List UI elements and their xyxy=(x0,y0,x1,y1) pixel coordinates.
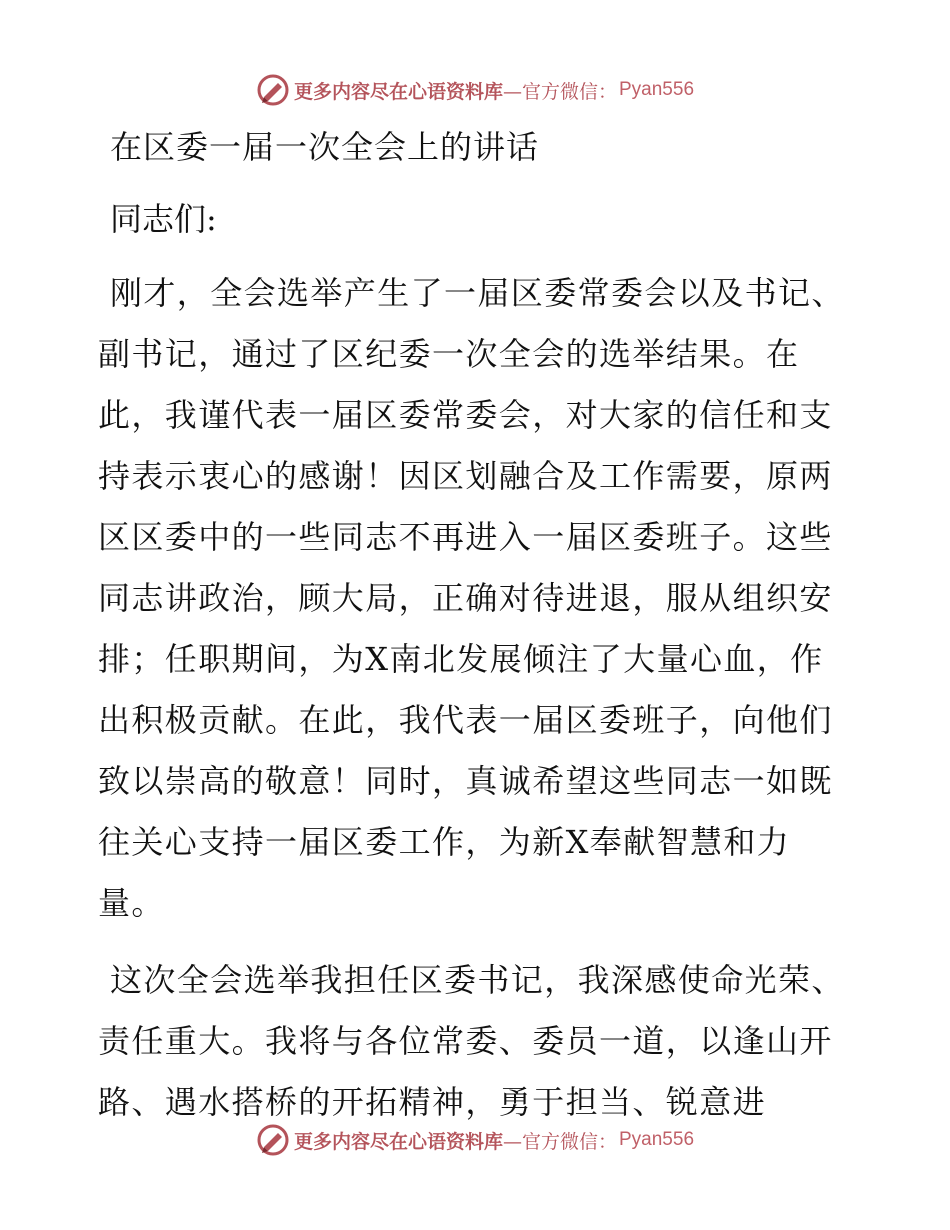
pen-logo-icon xyxy=(256,1123,290,1157)
paragraph-2: 这次全会选举我担任区委书记，我深感使命光荣、责任重大。我将与各位常委、委员一道，以逢山开路、遇水搭桥的开拓精神，勇于担当、锐意进 xyxy=(98,961,845,1121)
header-wechat-id: Pyan556 xyxy=(619,79,695,100)
footer-wechat-label: —官方微信： xyxy=(502,1130,617,1153)
pen-logo-icon xyxy=(256,73,290,107)
document-title: 在区委一届一次全会上的讲话 xyxy=(110,128,540,166)
greeting: 同志们: xyxy=(110,200,217,238)
footer-wechat-id: Pyan556 xyxy=(619,1129,695,1150)
footer-banner xyxy=(0,1120,950,1160)
document-body xyxy=(98,115,848,1133)
header-brand: 更多内容尽在心语资料库 xyxy=(293,80,503,103)
header-wechat-label: —官方微信： xyxy=(502,80,617,103)
footer-brand: 更多内容尽在心语资料库 xyxy=(293,1130,503,1153)
paragraph-1: 刚才，全会选举产生了一届区委常委会以及书记、副书记，通过了区纪委一次全会的选举结果。在此，我谨代表一届区委常委会，对大家的信任和支持表示衷心的感谢！因区划融合及工作需要，原两区区委中的一些同志不再进入一届区委班子。这些同志讲政治，顾大局，正确对待进退，服从组织安排；任职期间，为X南北发展倾注了大量心血，作出积极贡献。在此，我代表一届区委班子，向他们致以崇高的敬意！同时，真诚希望这些同志一如既往关心支持一届区委工作，为新X奉献智慧和力量。 xyxy=(98,274,845,922)
header-banner xyxy=(0,70,950,110)
